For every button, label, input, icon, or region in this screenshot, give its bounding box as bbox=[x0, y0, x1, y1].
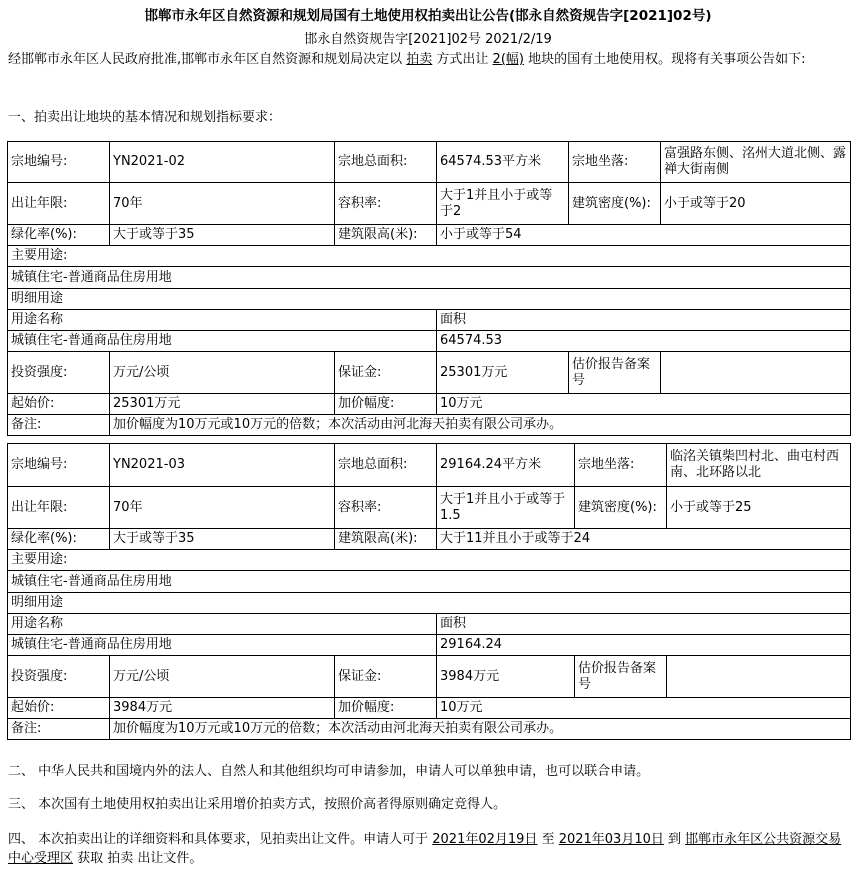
transfer-method: 拍卖 bbox=[406, 52, 433, 67]
invest: 万元/公顷 bbox=[110, 656, 335, 698]
height: 大于11并且小于或等于24 bbox=[437, 529, 851, 550]
invest: 万元/公顷 bbox=[110, 352, 335, 394]
label-area: 面积 bbox=[437, 614, 851, 635]
parcel-no: YN2021-02 bbox=[110, 142, 335, 183]
label-far: 容积率: bbox=[335, 183, 437, 225]
remark: 加价幅度为10万元或10万元的倍数；本次活动由河北海天拍卖有限公司承办。 bbox=[110, 719, 851, 740]
label-density: 建筑密度(%): bbox=[575, 487, 667, 529]
label-increment: 加价幅度: bbox=[335, 698, 437, 719]
label-location: 宗地坐落: bbox=[575, 444, 667, 487]
section-1-heading: 一、拍卖出让地块的基本情况和规划指标要求： bbox=[8, 110, 282, 125]
page-title: 邯郸市永年区自然资源和规划局国有土地使用权拍卖出让公告(邯永自然资规告字[2021]02号) bbox=[144, 8, 712, 24]
intro-text: 方式出让 bbox=[432, 52, 493, 67]
green: 大于或等于35 bbox=[110, 225, 335, 246]
start-price: 3984万元 bbox=[110, 698, 335, 719]
main-use: 城镇住宅-普通商品住房用地 bbox=[8, 571, 851, 593]
increment: 10万元 bbox=[437, 394, 851, 415]
label-green: 绿化率(%): bbox=[8, 225, 110, 246]
intro-text: 经邯郸市永年区人民政府批准,邯郸市永年区自然资源和规划局决定以 bbox=[8, 52, 407, 67]
far: 大于1并且小于或等于1.5 bbox=[437, 487, 575, 529]
pickup-place: 邯郸市永年区公共资源交易中心受理区 bbox=[8, 832, 842, 866]
label-appraisal: 估价报告备案号 bbox=[575, 656, 667, 698]
label-increment: 加价幅度: bbox=[335, 394, 437, 415]
label-start-price: 起始价: bbox=[8, 698, 110, 719]
label-term: 出让年限: bbox=[8, 183, 110, 225]
remark: 加价幅度为10万元或10万元的倍数；本次活动由河北海天拍卖有限公司承办。 bbox=[110, 415, 851, 436]
document-number: 邯永自然资规告字[2021]02号 2021/2/19 bbox=[304, 32, 552, 47]
area: 29164.24 bbox=[437, 635, 851, 656]
intro-text: 地块的国有土地使用权。现将有关事项公告如下: bbox=[523, 52, 806, 67]
section-2: 二、 中华人民共和国境内外的法人、自然人和其他组织均可申请参加，申请人可以单独申请，也可以联合申请。 bbox=[8, 764, 650, 779]
label-remark: 备注: bbox=[8, 719, 110, 740]
total-area: 64574.53平方米 bbox=[437, 142, 569, 183]
label-invest: 投资强度: bbox=[8, 656, 110, 698]
label-use-name: 用途名称 bbox=[8, 310, 437, 331]
appraisal bbox=[667, 656, 851, 698]
parcel-count: 2(幅) bbox=[492, 52, 524, 67]
label-main-use: 主要用途: bbox=[8, 246, 851, 267]
label-parcel-no: 宗地编号: bbox=[8, 444, 110, 487]
main-use: 城镇住宅-普通商品住房用地 bbox=[8, 267, 851, 289]
label-use-name: 用途名称 bbox=[8, 614, 437, 635]
increment: 10万元 bbox=[437, 698, 851, 719]
section-4-text: 获取 拍卖 出让文件。 bbox=[73, 851, 203, 866]
density: 小于或等于20 bbox=[661, 183, 851, 225]
appraisal bbox=[661, 352, 851, 394]
label-deposit: 保证金: bbox=[335, 656, 437, 698]
label-total-area: 宗地总面积: bbox=[335, 444, 437, 487]
label-density: 建筑密度(%): bbox=[569, 183, 661, 225]
location: 临洺关镇柴凹村北、曲屯村西南、北环路以北 bbox=[667, 444, 851, 487]
label-term: 出让年限: bbox=[8, 487, 110, 529]
date-to: 2021年03月10日 bbox=[558, 832, 664, 847]
label-area: 面积 bbox=[437, 310, 851, 331]
green: 大于或等于35 bbox=[110, 529, 335, 550]
label-parcel-no: 宗地编号: bbox=[8, 142, 110, 183]
use-name: 城镇住宅-普通商品住房用地 bbox=[8, 635, 437, 656]
label-height: 建筑限高(米): bbox=[335, 225, 437, 246]
section-4-text: 到 bbox=[663, 832, 686, 847]
term: 70年 bbox=[110, 487, 335, 529]
label-main-use: 主要用途: bbox=[8, 550, 851, 571]
parcel-table-2 bbox=[7, 443, 851, 740]
term: 70年 bbox=[110, 183, 335, 225]
parcel-no: YN2021-03 bbox=[110, 444, 335, 487]
deposit: 3984万元 bbox=[437, 656, 575, 698]
date-from: 2021年02月19日 bbox=[432, 832, 538, 847]
deposit: 25301万元 bbox=[437, 352, 569, 394]
label-remark: 备注: bbox=[8, 415, 110, 436]
section-4-text: 至 bbox=[537, 832, 559, 847]
label-appraisal: 估价报告备案号 bbox=[569, 352, 661, 394]
intro-paragraph bbox=[8, 50, 850, 69]
area: 64574.53 bbox=[437, 331, 851, 352]
label-deposit: 保证金: bbox=[335, 352, 437, 394]
start-price: 25301万元 bbox=[110, 394, 335, 415]
use-name: 城镇住宅-普通商品住房用地 bbox=[8, 331, 437, 352]
location: 富强路东侧、洺州大道北侧、露禅大街南侧 bbox=[661, 142, 851, 183]
height: 小于或等于54 bbox=[437, 225, 851, 246]
label-location: 宗地坐落: bbox=[569, 142, 661, 183]
label-start-price: 起始价: bbox=[8, 394, 110, 415]
total-area: 29164.24平方米 bbox=[437, 444, 575, 487]
label-total-area: 宗地总面积: bbox=[335, 142, 437, 183]
far: 大于1并且小于或等于2 bbox=[437, 183, 569, 225]
section-3: 三、 本次国有土地使用权拍卖出让采用增价拍卖方式，按照价高者得原则确定竞得人。 bbox=[8, 797, 507, 812]
section-4-text: 四、 本次拍卖出让的详细资料和具体要求，见拍卖出让文件。申请人可于 bbox=[8, 832, 433, 847]
label-detail-use: 明细用途 bbox=[8, 593, 851, 614]
label-invest: 投资强度: bbox=[8, 352, 110, 394]
label-green: 绿化率(%): bbox=[8, 529, 110, 550]
label-height: 建筑限高(米): bbox=[335, 529, 437, 550]
section-4 bbox=[8, 830, 850, 868]
label-detail-use: 明细用途 bbox=[8, 289, 851, 310]
label-far: 容积率: bbox=[335, 487, 437, 529]
density: 小于或等于25 bbox=[667, 487, 851, 529]
parcel-table-1 bbox=[7, 141, 851, 436]
